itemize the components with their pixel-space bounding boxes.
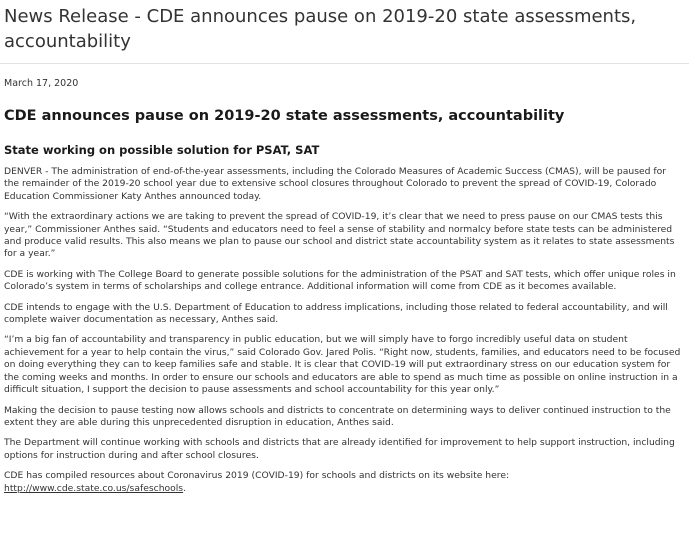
resources-text-end: .	[183, 482, 187, 494]
title-divider	[0, 63, 689, 64]
paragraph-college-board: CDE is working with The College Board to generate possible solutions for the administration of the PSAT and SAT tests, which offer unique roles in Colorado’s system in terms of scholarships and college entrance. Additional information will come from CDE as it becomes available.	[4, 268, 676, 293]
paragraph-denver-intro: DENVER - The administration of end-of-the-year assessments, including the Colorado Measures of Academic Success (CMAS), will be paused for the remainder of the 2019-20 school year due to extensive school closures throughout Colorado to prevent the spread of COVID-19, Colorado Education Commissioner Katy Anthes announced today.	[4, 166, 667, 202]
paragraph-federal: CDE intends to engage with the U.S. Department of Education to address implications, including those related to federal accountability, and will complete waiver documentation as necessary, Anthes said.	[4, 301, 668, 326]
page-title: News Release - CDE announces pause on 2019-20 state assessments, accountability	[4, 6, 637, 52]
release-date: March 17, 2020	[4, 78, 79, 89]
paragraph-pause-testing: Making the decision to pause testing now allows schools and districts to concentrate on determining ways to deliver continued instruction to the extent they are able during this unprecedented disruption in education, Anthes said.	[4, 404, 671, 428]
resources-text: CDE has compiled resources about Coronavirus 2019 (COVID-19) for schools and districts on its website here:	[4, 470, 510, 482]
paragraph-anthes-quote: “With the extraordinary actions we are taking to prevent the spread of COVID-19, it’s clear that we need to press pause on our CMAS tests this year,” Commissioner Anthes said. “Students and educators need to feel a sense of stability and normalcy before state tests can be administered and produce valid results. This also means we plan to pause our school and district state accountability system as it relates to state assessments for a year.”	[4, 211, 675, 260]
article-headline: CDE announces pause on 2019-20 state assessments, accountability	[4, 108, 565, 124]
paragraph-department: The Department will continue working with schools and districts that are already identified for improvement to help support instruction, including options for instruction during and after school closures.	[4, 437, 675, 461]
paragraph-polis-quote: “I’m a big fan of accountability and transparency in public education, but we will simply have to forgo incredibly useful data on student achievement for a year to help contain the virus,” said Colorado Gov. Jared Polis. “Right now, students, families, and educators need to be focused on doing everything they can to keep families safe and stable. It is clear that COVID-19 will put extraordinary stress on our education system for the coming weeks and months. In order to ensure our schools and educators are able to spend as much time as possible on online instruction in a difficult situation, I support the decision to pause assessments and school accountability for this year only.”	[4, 334, 681, 396]
safeschools-link[interactable]: http://www.cde.state.co.us/safeschools	[4, 482, 184, 494]
paragraph-resources	[4, 470, 684, 495]
article-body	[4, 166, 684, 503]
article-subheadline: State working on possible solution for PSAT, SAT	[4, 143, 320, 157]
